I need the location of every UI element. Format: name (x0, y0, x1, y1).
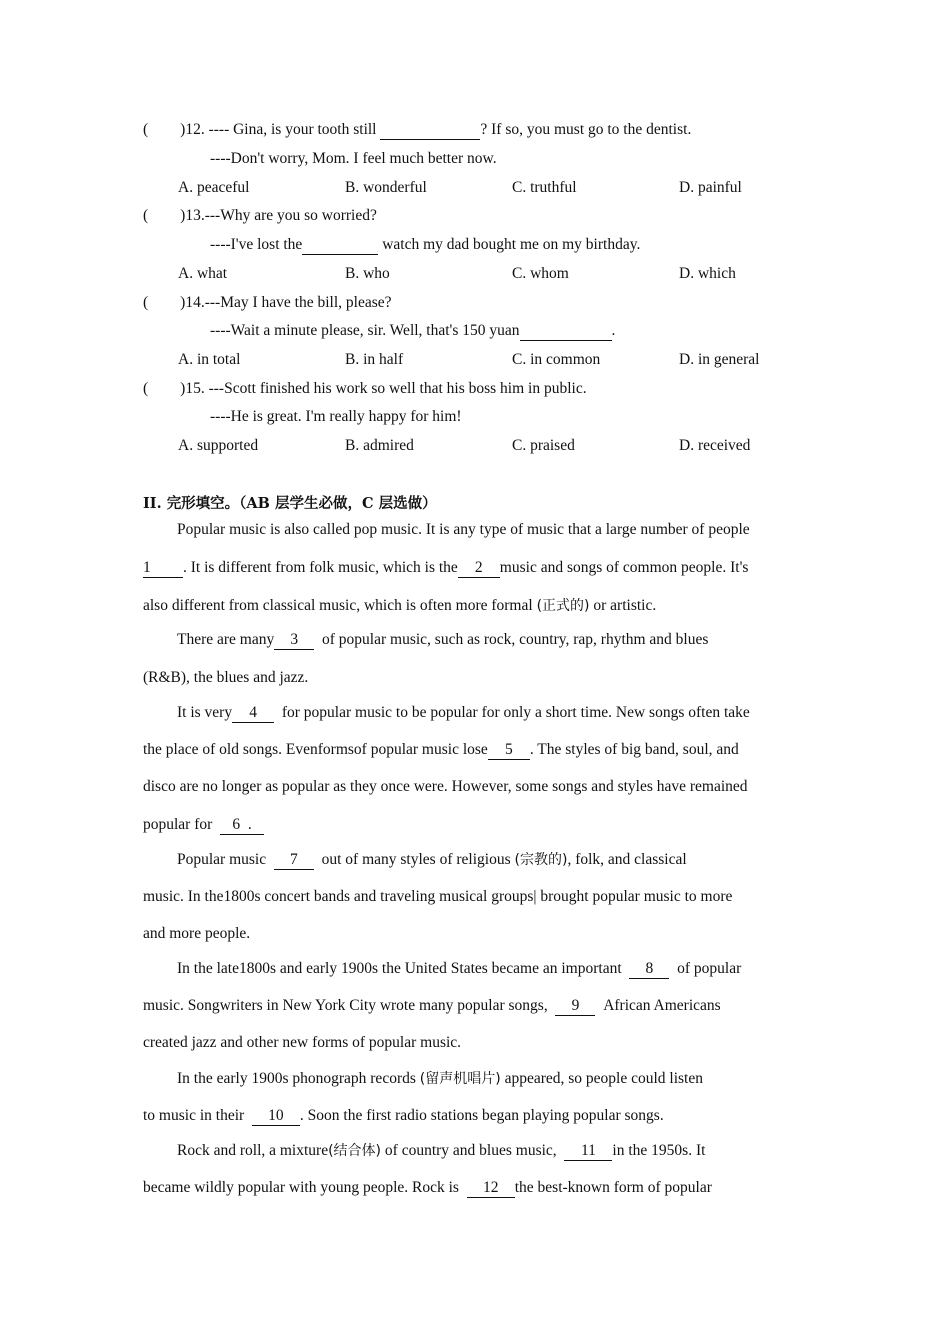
passage-line: Popular music is also called pop music. It is any type of music that a large number of people (177, 521, 750, 538)
option-d: D. received (679, 437, 751, 454)
passage-line: to music in their 10 . Soon the first radio stations began playing popular songs. (143, 1107, 664, 1124)
passage-line: music. Songwriters in New York City wrote many popular songs, 9 African Americans (143, 997, 721, 1014)
passage-line: In the late1800s and early 1900s the United States became an important 8 of popular (177, 960, 742, 977)
answer-blank (520, 322, 612, 341)
option-d: D. in general (679, 351, 760, 368)
option-b: B. in half (345, 351, 404, 368)
cloze-blank-9: 9 (555, 997, 595, 1016)
question-14-reply: ----Wait a minute please, sir. Well, that's 150 yuan . (210, 322, 616, 339)
question-12-stem: ( )12. ---- Gina, is your tooth still ? If so, you must go to the dentist. (143, 121, 692, 138)
cloze-blank-11: 11 (564, 1142, 612, 1161)
question-15-reply: ----He is great. I'm really happy for him! (210, 408, 462, 425)
option-d: D. painful (679, 179, 742, 196)
option-a: A. in total (178, 351, 241, 368)
section-heading: II. 完形填空。（AB 层学生必做，C 层选做） (143, 495, 437, 512)
question-12-reply: ----Don't worry, Mom. I feel much better now. (210, 150, 497, 167)
passage-line: Rock and roll, a mixture(结合体) of country and blues music, 11 in the 1950s. It (177, 1142, 706, 1159)
answer-blank (380, 121, 480, 140)
option-a: A. what (178, 265, 228, 282)
passage-line: disco are no longer as popular as they once were. However, some songs and styles have remained (143, 778, 748, 795)
answer-blank (302, 236, 378, 255)
cloze-blank-8: 8 (629, 960, 669, 979)
question-15-stem: ( )15. ---Scott finished his work so well that his boss him in public. (143, 380, 587, 397)
passage-line: 1 . It is different from folk music, which is the 2 music and songs of common people. It's (143, 559, 749, 576)
cloze-blank-12: 12 (467, 1179, 515, 1198)
passage-line: Popular music 7 out of many styles of religious (宗教的), folk, and classical (177, 851, 687, 868)
passage-line: popular for 6 . (143, 815, 264, 835)
question-13-stem: ( )13.---Why are you so worried? (143, 207, 377, 224)
passage-line: also different from classical music, which is often more formal (正式的) or artistic. (143, 597, 657, 614)
cloze-blank-7: 7 (274, 851, 314, 870)
cloze-blank-5: 5 (488, 741, 530, 760)
cloze-blank-3: 3 (274, 631, 314, 650)
option-b: B. who (345, 265, 390, 282)
passage-line: It is very 4 for popular music to be popular for only a short time. New songs often take (177, 704, 750, 721)
cloze-blank-6: 6 . (220, 816, 264, 835)
option-d: D. which (679, 265, 736, 282)
option-c: C. whom (512, 265, 569, 282)
option-b: B. admired (345, 437, 414, 454)
option-a: A. peaceful (178, 179, 250, 196)
question-14-stem: ( )14.---May I have the bill, please? (143, 294, 392, 311)
option-c: C. in common (512, 351, 601, 368)
passage-line: became wildly popular with young people. Rock is 12 the best-known form of popular (143, 1179, 712, 1196)
option-c: C. praised (512, 437, 575, 454)
passage-line: music. In the1800s concert bands and traveling musical groups| brought popular music to more (143, 888, 733, 905)
passage-line: There are many 3 of popular music, such as rock, country, rap, rhythm and blues (177, 631, 709, 648)
option-b: B. wonderful (345, 179, 427, 196)
cloze-blank-10: 10 (252, 1107, 300, 1126)
cloze-blank-2: 2 (458, 559, 500, 578)
passage-line: In the early 1900s phonograph records (留声机唱片) appeared, so people could listen (177, 1070, 703, 1087)
cloze-blank-1: 1 (143, 559, 183, 578)
option-c: C. truthful (512, 179, 577, 196)
question-13-reply: ----I've lost the watch my dad bought me on my birthday. (210, 236, 641, 253)
cloze-blank-4: 4 (232, 704, 274, 723)
passage-line: (R&B), the blues and jazz. (143, 669, 309, 686)
passage-line: created jazz and other new forms of popular music. (143, 1034, 462, 1051)
option-a: A. supported (178, 437, 259, 454)
passage-line: and more people. (143, 925, 251, 942)
passage-line: the place of old songs. Evenformsof popular music lose 5 . The styles of big band, soul, and (143, 741, 739, 758)
